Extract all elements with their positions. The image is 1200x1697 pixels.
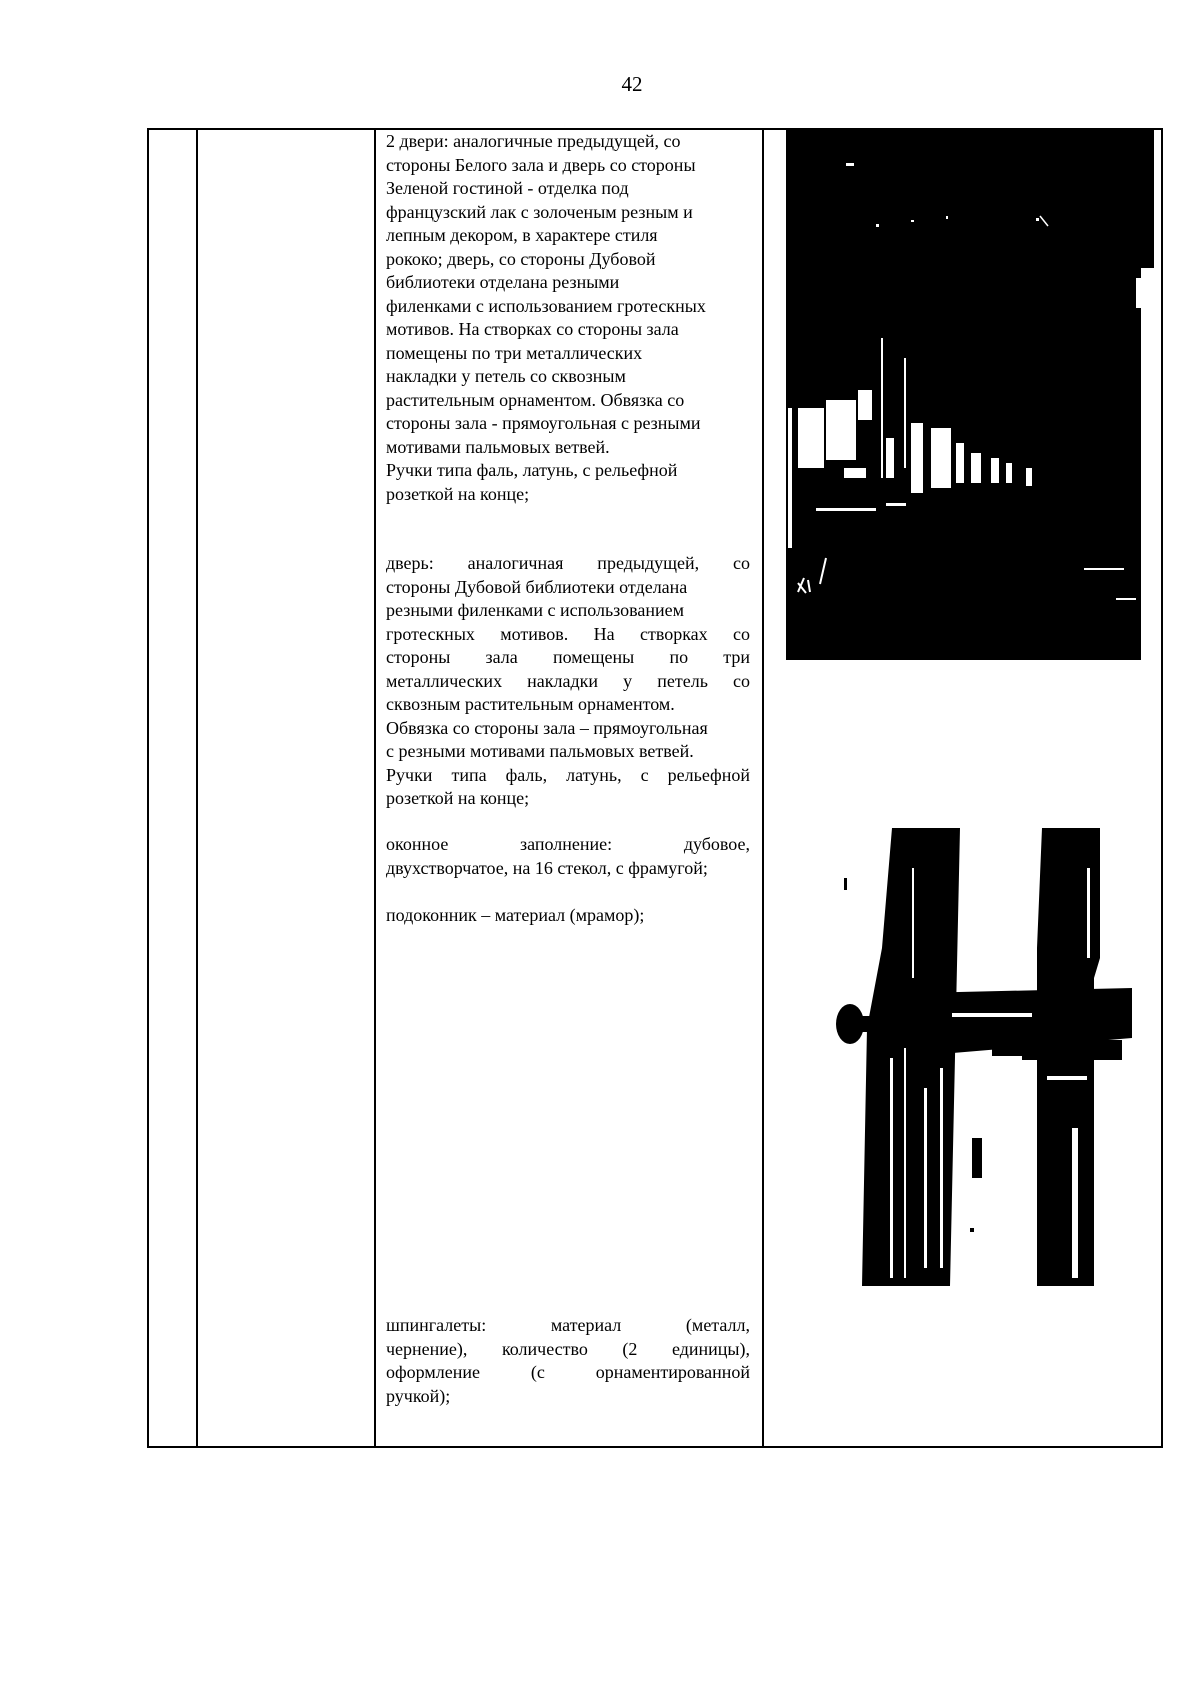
text-line: Обвязка со стороны зала – прямоугольная [386, 717, 708, 738]
text-line: стороны зала помещены по три [386, 647, 750, 667]
text-line: Ручки типа фаль, латунь, с рельефной [386, 764, 750, 785]
door-description-block [386, 130, 750, 506]
text-line: стороны Дубовой библиотеки отделана [386, 576, 688, 597]
page-number: 42 [621, 72, 643, 96]
window-espagnolette-photo [832, 828, 1140, 1286]
text-line: гротескных мотивов. На створках со [386, 623, 750, 644]
table-column-divider-3 [762, 128, 764, 1448]
text-line: оконное заполнение: дубовое, [386, 834, 750, 854]
text-line: подоконник – материал (мрамор); [386, 905, 645, 925]
window-sill-block [386, 904, 750, 928]
text-line: двухстворчатое, на 16 стекол, с фрамугой; [386, 857, 708, 878]
text-line: Ручки типа фаль, латунь, с рельефной [386, 460, 678, 480]
text-line: Зеленой гостиной - отделка под [386, 178, 629, 198]
text-line: резными филенками с использованием [386, 600, 685, 620]
text-line: с резными мотивами пальмовых ветвей. [386, 741, 694, 761]
text-line: лепным декором, в характере стиля [386, 225, 658, 245]
text-line: стороны зала - прямоугольная с резными [386, 413, 701, 433]
text-line: 2 двери: аналогичные предыдущей, со [386, 131, 681, 151]
text-line: растительным орнаментом. Обвязка со [386, 389, 685, 410]
text-line: накладки у петель со сквозным [386, 366, 626, 386]
door-description-block-2 [386, 552, 750, 811]
table-column-divider-2 [374, 128, 376, 1448]
text-line: рококо; дверь, со стороны Дубовой [386, 248, 656, 269]
text-line: мотивов. На створках со стороны зала [386, 319, 679, 339]
text-line: розеткой на конце; [386, 788, 530, 808]
table-column-divider-1 [196, 128, 198, 1448]
espagnolette-block [386, 1314, 750, 1408]
text-line: стороны Белого зала и дверь со стороны [386, 154, 696, 175]
text-line: чернение), количество (2 единицы), [386, 1338, 750, 1359]
text-line: филенками с использованием гротескных [386, 295, 706, 316]
text-line: дверь: аналогичная предыдущей, со [386, 553, 750, 573]
text-line: мотивами пальмовых ветвей. [386, 436, 610, 457]
text-line: шпингалеты: материал (металл, [386, 1315, 750, 1335]
text-line: библиотеки отделана резными [386, 272, 620, 292]
text-line: оформление (с орнаментированной [386, 1362, 750, 1382]
text-line: сквозным растительным орнаментом. [386, 694, 675, 714]
text-line: французский лак с золоченым резным и [386, 201, 693, 222]
text-line: розеткой на конце; [386, 483, 530, 504]
text-line: металлических накладки у петель со [386, 670, 750, 691]
window-filling-block [386, 833, 750, 880]
text-line: помещены по три металлических [386, 342, 643, 363]
door-interior-photo [786, 128, 1154, 660]
text-line: ручкой); [386, 1385, 451, 1406]
